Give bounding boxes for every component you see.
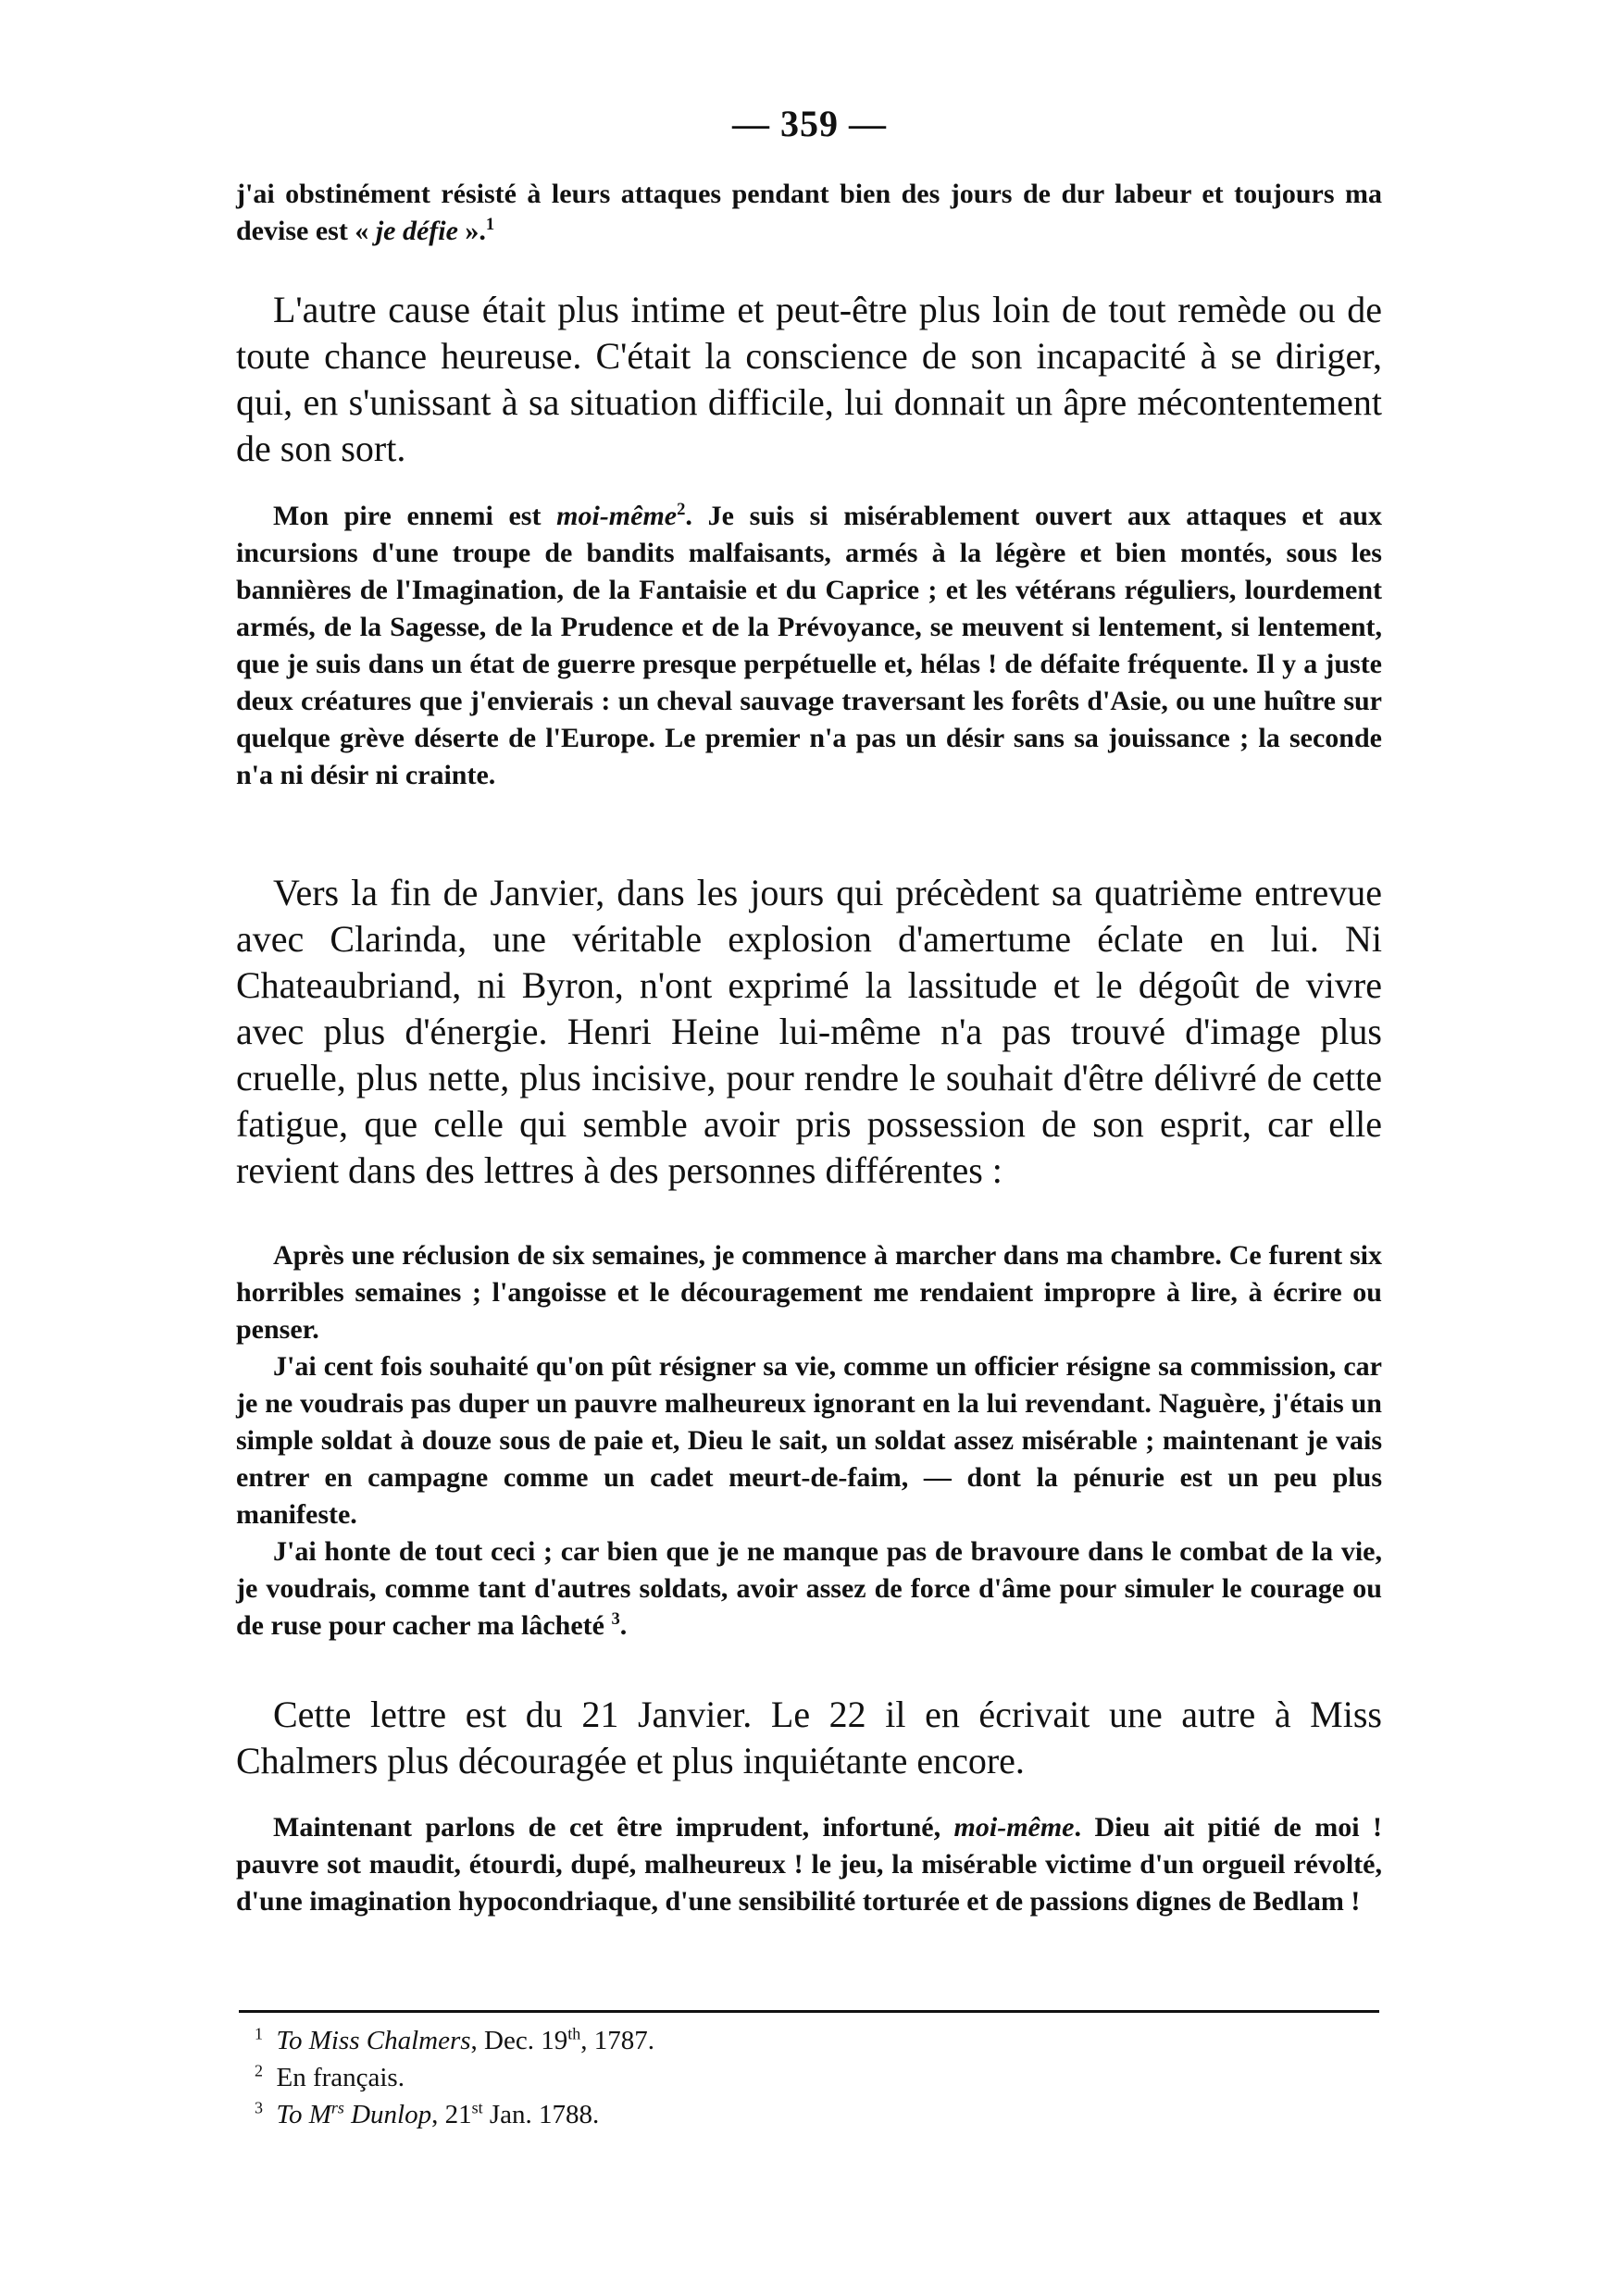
footnote-1-sup: th [567,2024,581,2043]
footnote-1-num: 1 [255,2024,263,2043]
footnote-3-title-b: Dunlop [343,2100,432,2129]
quote-intro [236,176,1382,250]
quote-intro-text: j'ai obstinément résisté à leurs attaques pendant bien des jours de dur labeur et toujours ma devise est « [236,179,1382,246]
footnote-ref-3: 3 [611,1609,620,1629]
footnote-ref-2: 2 [677,500,686,519]
quote-3 [236,1809,1382,1920]
footnote-3-title [276,2100,431,2129]
footnote-3-num: 3 [255,2098,263,2117]
quote-1-italic: moi-même [556,501,678,531]
quote-2-para-1: Après une réclusion de six semaines, je commence à marcher dans ma chambre. Ce furent six horribles semaines ; l'angoisse et le découragement me rendaient impropre à lire, à écrire ou penser. [236,1240,1382,1345]
footnote-2-text: En français. [276,2063,405,2092]
paragraph-1: L'autre cause était plus intime et peut-être plus loin de tout remède ou de toute chance heureuse. C'était la conscience de son incapacité à se diriger, qui, en s'unissant à sa situation difficile, lui donnait un âpre mécontentement de son sort. [236,289,1382,469]
quote-3-italic: moi-même [953,1812,1075,1843]
quote-2 [236,1237,1382,1644]
footnote-2-num: 2 [255,2061,263,2080]
quote-2-end: . [619,1610,628,1641]
footnote-1-post: , 1787. [580,2026,654,2055]
quote-1 [236,498,1382,794]
footnote-1 [255,2022,1273,2059]
paragraph-3: Cette lettre est du 21 Janvier. Le 22 il en écrivait une autre à Miss Chalmers plus découragée et plus inquiétante encore. [236,1694,1382,1781]
quote-intro-close: ». [457,216,486,246]
footnote-1-title: To Miss Chalmers [276,2026,471,2055]
quote-1-lead: Mon pire ennemi est [273,501,557,531]
footnote-divider [239,2010,1379,2013]
page-number: — 359 — [732,103,887,144]
paragraph-2: Vers la fin de Janvier, dans les jours qui précèdent sa quatrième entrevue avec Clarinda, une véritable explosion d'amertume éclate en lui. Ni Chateaubriand, ni Byron, n'ont exprimé la lassitude et le dégoût de vivre avec plus d'énergie. Henri Heine lui-même n'a pas trouvé d'image plus cruelle, plus nette, plus incisive, pour rendre le souhait d'être délivré de cette fatigue, que celle qui semble avoir pris possession de son esprit, car elle revient dans des lettres à des personnes différentes : [236,872,1382,1191]
footnote-2 [255,2059,1273,2096]
footnote-3-title-sup: rs [330,2098,344,2117]
footnote-1-pre: , Dec. 19 [470,2026,568,2055]
footnote-3 [255,2096,1273,2133]
footnotes [255,2022,1273,2133]
footnote-3-pre: , 21 [431,2100,472,2129]
footnote-3-post: Jan. 1788. [482,2100,600,2129]
footnote-ref-1: 1 [485,215,495,234]
footnote-3-sup: st [471,2098,483,2117]
motto: je défie [375,216,458,246]
quote-2-para-3 [236,1533,1382,1644]
quote-3-lead: Maintenant parlons de cet être imprudent, infortuné, [273,1812,954,1843]
quote-2-para-2: J'ai cent fois souhaité qu'on pût résigner sa vie, comme un officier résigne sa commission, car je ne voudrais pas duper un pauvre malheureux ignorant en la lui revendant. Naguère, j'étais un simple soldat à douze sous de paie et, Dieu le sait, un soldat assez misérable ; maintenant je vais entrer en campagne comme un cadet meurt-de-faim, — dont la pénurie est un peu plus manifeste. [236,1351,1382,1530]
quote-1-rest: . Je suis si misérablement ouvert aux attaques et aux incursions d'une troupe de bandits malfaisants, armés à la légère et bien montés, sous les bannières de l'Imagination, de la Fantaisie et du Caprice ; et les vétérans réguliers, lourdement armés, de la Sagesse, de la Prudence et de la Prévoyance, se meuvent si lentement, si lentement, que je suis dans un état de guerre presque perpétuelle et, hélas ! de défaite fréquente. Il y a juste deux créatures que j'envierais : un cheval sauvage traversant les forêts d'Asie, ou une huître sur quelque grève déserte de l'Europe. Le premier n'a pas un désir sans sa jouissance ; la seconde n'a ni désir ni crainte. [236,501,1382,790]
footnote-3-title-a: To M [276,2100,331,2129]
quote-3-rest: . Dieu ait pitié de moi ! pauvre sot maudit, étourdi, dupé, malheureux ! le jeu, la misérable victime d'un orgueil révolté, d'une imagination hypocondriaque, d'une sensibilité torturée et de passions dignes de Bedlam ! [236,1812,1382,1917]
quote-2-para-3-text: J'ai honte de tout ceci ; car bien que je ne manque pas de bravoure dans le combat de la vie, je voudrais, comme tant d'autres soldats, avoir assez de force d'âme pour simuler le courage ou de ruse pour cacher ma lâcheté [236,1536,1382,1641]
